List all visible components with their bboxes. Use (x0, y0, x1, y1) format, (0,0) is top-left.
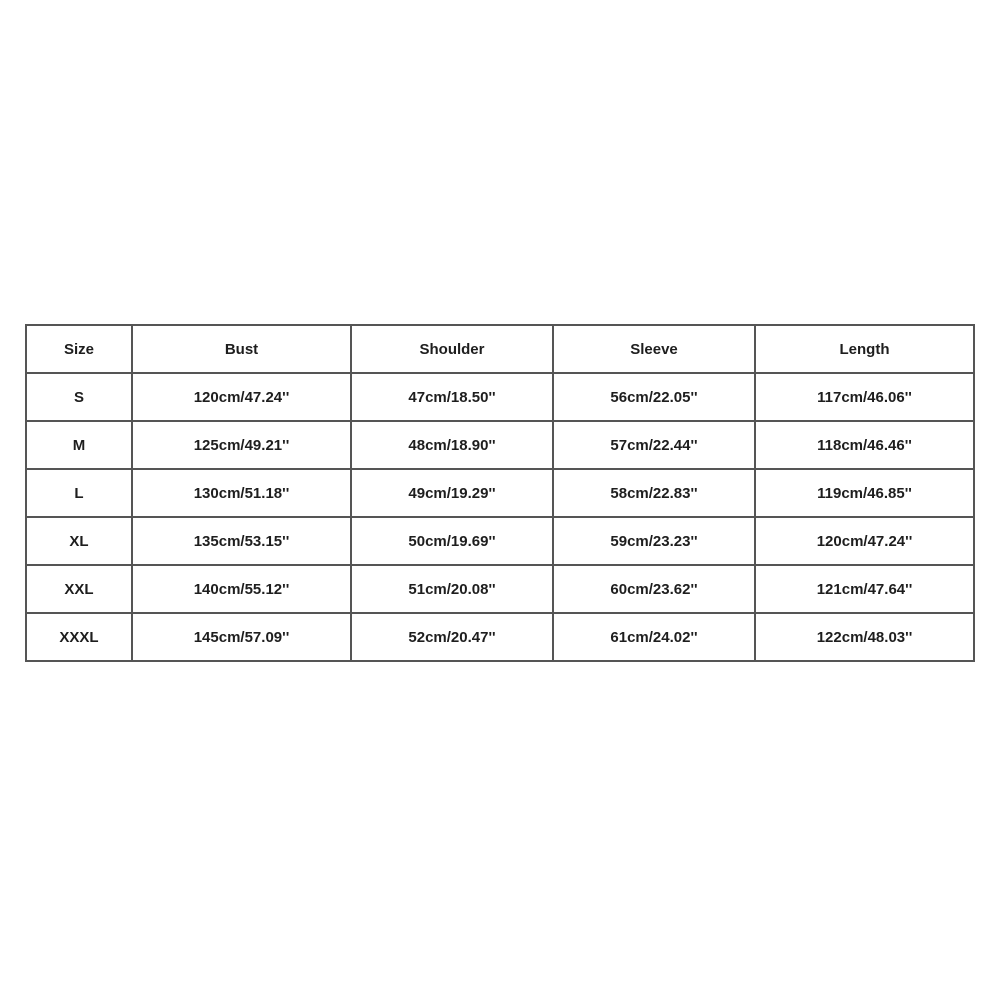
length-cell: 122cm/48.03'' (755, 613, 974, 661)
size-cell: S (26, 373, 132, 421)
table-row (26, 613, 974, 661)
shoulder-cell: 48cm/18.90'' (351, 421, 553, 469)
shoulder-cell: 52cm/20.47'' (351, 613, 553, 661)
size-cell: XL (26, 517, 132, 565)
shoulder-cell: 50cm/19.69'' (351, 517, 553, 565)
size-chart-table (25, 324, 975, 662)
bust-cell: 140cm/55.12'' (132, 565, 351, 613)
sleeve-cell: 58cm/22.83'' (553, 469, 755, 517)
table-header-row (26, 325, 974, 373)
size-cell: XXL (26, 565, 132, 613)
bust-cell: 130cm/51.18'' (132, 469, 351, 517)
table-row (26, 517, 974, 565)
length-cell: 121cm/47.64'' (755, 565, 974, 613)
bust-cell: 135cm/53.15'' (132, 517, 351, 565)
shoulder-cell: 49cm/19.29'' (351, 469, 553, 517)
header-size: Size (26, 325, 132, 373)
sleeve-cell: 61cm/24.02'' (553, 613, 755, 661)
length-cell: 120cm/47.24'' (755, 517, 974, 565)
table-row (26, 421, 974, 469)
table-row (26, 469, 974, 517)
sleeve-cell: 60cm/23.62'' (553, 565, 755, 613)
shoulder-cell: 47cm/18.50'' (351, 373, 553, 421)
length-cell: 117cm/46.06'' (755, 373, 974, 421)
size-cell: L (26, 469, 132, 517)
header-sleeve: Sleeve (553, 325, 755, 373)
sleeve-cell: 59cm/23.23'' (553, 517, 755, 565)
sleeve-cell: 56cm/22.05'' (553, 373, 755, 421)
length-cell: 118cm/46.46'' (755, 421, 974, 469)
header-length: Length (755, 325, 974, 373)
length-cell: 119cm/46.85'' (755, 469, 974, 517)
size-cell: M (26, 421, 132, 469)
sleeve-cell: 57cm/22.44'' (553, 421, 755, 469)
header-shoulder: Shoulder (351, 325, 553, 373)
size-cell: XXXL (26, 613, 132, 661)
bust-cell: 120cm/47.24'' (132, 373, 351, 421)
table-row (26, 565, 974, 613)
table-row (26, 373, 974, 421)
shoulder-cell: 51cm/20.08'' (351, 565, 553, 613)
header-bust: Bust (132, 325, 351, 373)
bust-cell: 125cm/49.21'' (132, 421, 351, 469)
bust-cell: 145cm/57.09'' (132, 613, 351, 661)
